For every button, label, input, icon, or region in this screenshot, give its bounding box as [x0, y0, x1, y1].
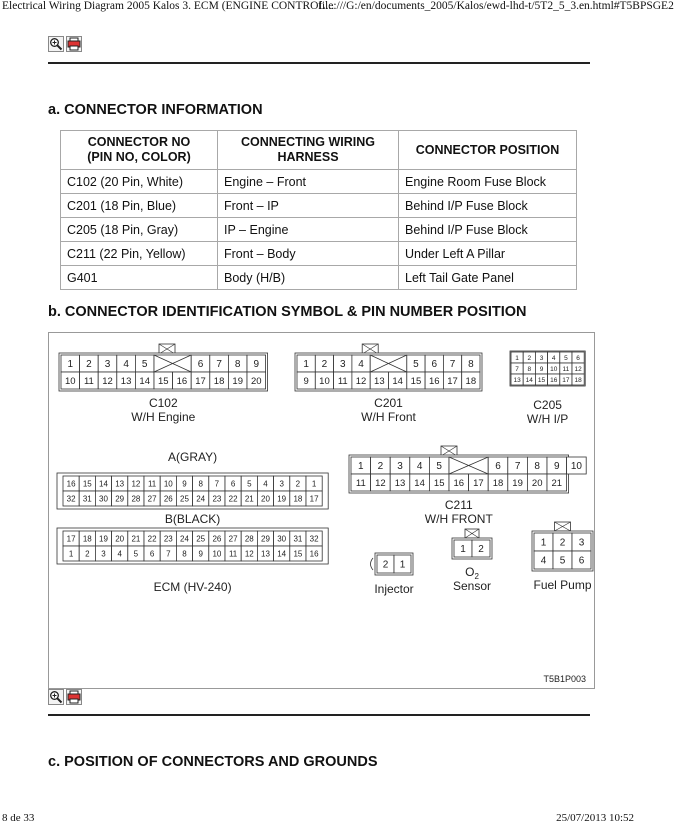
c102-name: C102 [148, 396, 178, 410]
pin-number: 5 [133, 549, 139, 559]
table-cell: Left Tail Gate Panel [399, 266, 577, 290]
pin-number: 6 [576, 354, 580, 362]
pin-number: 4 [263, 479, 268, 489]
pin-number: 25 [180, 494, 189, 504]
pin-number: 4 [358, 359, 364, 371]
pin-number: 13 [374, 375, 385, 387]
pin-number: 2 [478, 544, 484, 556]
pin-number: 1 [460, 544, 466, 556]
pin-number: 27 [147, 494, 157, 504]
pin-number: 28 [244, 534, 254, 544]
pin-number: 19 [232, 375, 243, 387]
table-cell: C201 (18 Pin, Blue) [61, 194, 218, 218]
pin-number: 11 [562, 365, 570, 373]
pin-number: 12 [244, 549, 254, 559]
pin-number: 1 [67, 359, 74, 371]
o2-name: $O_2$ [465, 565, 479, 581]
pin-number: 3 [539, 354, 544, 362]
pin-number: 18 [213, 375, 225, 387]
table-cell: Behind I/P Fuse Block [399, 218, 577, 242]
divider [48, 62, 590, 64]
pin-number: 11 [83, 375, 94, 387]
pin-number: 5 [247, 479, 252, 489]
pin-number: 21 [244, 494, 254, 504]
pin-number: 9 [182, 479, 187, 489]
pin-number: 8 [182, 549, 187, 559]
print-datetime: 25/07/2013 10:52 [556, 812, 634, 824]
pin-number: 3 [279, 479, 284, 489]
table-cell: Engine – Front [218, 170, 399, 194]
pin-number: 29 [261, 534, 270, 544]
pin-number: 15 [410, 375, 422, 387]
c211-name: C211 [444, 498, 473, 512]
pin-number: 21 [131, 534, 141, 544]
pin-number: 25 [196, 534, 206, 544]
pin-number: 11 [228, 549, 238, 559]
pin-number: 10 [570, 461, 582, 473]
pin-number: 7 [515, 365, 519, 373]
pin-number: 4 [123, 359, 129, 371]
pin-number: 15 [537, 376, 546, 384]
pin-number: 3 [339, 359, 346, 371]
pin-number: 16 [176, 375, 188, 387]
pin-number: 10 [212, 549, 222, 559]
c211-harness: W/H FRONT [424, 512, 493, 526]
pin-number: 3 [578, 537, 585, 549]
pin-number: 1 [68, 549, 74, 559]
page-header-url: file:///G:/en/documents_2005/Kalos/ewd-lhd-t/5T2_5_3.en.html#T5BPSGE2 [318, 0, 674, 12]
pin-number: 13 [513, 376, 521, 384]
pin-number: 11 [355, 477, 366, 489]
connector-information-table [60, 130, 577, 290]
connector-diagram-svg [49, 333, 594, 688]
pin-number: 9 [253, 359, 260, 371]
toolbar-bottom [48, 689, 82, 706]
pin-number: 31 [82, 494, 92, 504]
pin-number: 18 [82, 534, 92, 544]
injector-clip [371, 558, 374, 570]
pin-number: 17 [309, 494, 319, 504]
pin-number: 1 [515, 354, 519, 362]
header-line: CONNECTING WIRING HARNESS [240, 135, 376, 164]
pin-number: 19 [277, 494, 287, 504]
pin-number: 4 [540, 555, 547, 567]
pin-number: 16 [66, 479, 76, 489]
pin-number: 4 [551, 354, 556, 362]
pin-number: 2 [321, 359, 328, 371]
injector-name: Injector [374, 582, 414, 596]
pin-number: 12 [131, 479, 141, 489]
section-title-position-of-connectors: c. POSITION OF CONNECTORS AND GROUNDS [48, 754, 378, 770]
zoom-in-icon[interactable] [48, 36, 64, 52]
pin-number: 20 [251, 375, 262, 387]
pin-number: 9 [554, 461, 560, 473]
pin-number: 15 [293, 549, 303, 559]
table-header [399, 131, 577, 170]
pin-number: 10 [319, 375, 330, 387]
pin-number: 18 [492, 477, 504, 489]
pin-number: 2 [377, 461, 384, 473]
pin-number: 9 [539, 365, 544, 373]
pin-number: 1 [358, 461, 364, 473]
pin-number: 19 [99, 534, 108, 544]
pin-number: 6 [230, 479, 236, 489]
pin-number: 14 [277, 549, 287, 559]
pin-number: 7 [214, 479, 220, 489]
o2-sensor-label: Sensor [452, 579, 492, 593]
print-icon[interactable] [66, 689, 82, 705]
pin-number: 3 [104, 359, 111, 371]
c201-harness: W/H Front [361, 410, 416, 424]
pin-number: 23 [163, 534, 173, 544]
pin-number: 5 [141, 359, 148, 371]
pin-number: 2 [295, 479, 301, 489]
pin-number: 2 [559, 537, 566, 549]
pin-number: 23 [212, 494, 222, 504]
table-cell: Under Left A Pillar [399, 242, 577, 266]
pin-number: 2 [527, 354, 532, 362]
table-cell: C102 (20 Pin, White) [61, 170, 218, 194]
pin-number: 5 [564, 354, 568, 362]
pin-number: 3 [101, 549, 106, 559]
pin-number: 1 [311, 479, 317, 489]
pin-number: 8 [198, 479, 203, 489]
table-row [61, 218, 577, 242]
pin-number: 6 [197, 359, 204, 371]
pin-number: 2 [382, 559, 389, 571]
zoom-in-icon[interactable] [48, 689, 64, 705]
print-icon[interactable] [66, 36, 82, 52]
pin-number: 15 [82, 479, 92, 489]
pin-number: 4 [416, 461, 423, 473]
pin-number: 14 [392, 375, 403, 387]
pin-number: 9 [198, 549, 203, 559]
table-cell: G401 [61, 266, 218, 290]
pin-number: 7 [166, 549, 171, 559]
pin-number: 16 [453, 477, 465, 489]
pin-number: 14 [414, 477, 425, 489]
pin-number: 17 [66, 534, 76, 544]
pin-number: 8 [527, 365, 532, 373]
table-cell: C205 (18 Pin, Gray) [61, 218, 218, 242]
pin-number: 6 [431, 359, 438, 371]
diagram-code: T5B1P003 [543, 674, 586, 684]
pin-number: 7 [449, 359, 456, 371]
pin-number: 20 [115, 534, 125, 544]
table-header [218, 131, 399, 170]
pin-number: 7 [514, 461, 521, 473]
divider [48, 714, 590, 716]
pin-number: 16 [550, 376, 558, 384]
pin-number: 19 [512, 477, 523, 489]
pin-number: 26 [163, 494, 173, 504]
pin-number: 9 [303, 375, 309, 387]
pin-number: 16 [428, 375, 440, 387]
c205-harness: W/H I/P [526, 412, 569, 426]
pin-number: 21 [551, 477, 563, 489]
c201-name: C201 [374, 396, 403, 410]
pin-number: 30 [99, 494, 108, 504]
pin-number: 4 [117, 549, 122, 559]
pin-number: 10 [550, 365, 558, 373]
table-header [61, 131, 218, 170]
pin-number: 6 [578, 555, 585, 567]
pin-number: 29 [115, 494, 125, 504]
pin-number: 12 [355, 375, 367, 387]
pin-number: 17 [195, 375, 206, 387]
pin-number: 6 [149, 549, 155, 559]
page-number: 8 de 33 [2, 812, 35, 824]
section-title-connector-identification: b. CONNECTOR IDENTIFICATION SYMBOL & PIN NUMBER POSITION [48, 304, 527, 320]
pin-number: 3 [397, 461, 403, 473]
pin-number: 15 [158, 375, 169, 387]
table-row [61, 194, 577, 218]
pin-number: 10 [65, 375, 76, 387]
pin-number: 17 [447, 375, 458, 387]
pin-number: 5 [436, 461, 442, 473]
pin-number: 24 [180, 534, 189, 544]
pin-number: 12 [574, 365, 582, 373]
pin-number: 17 [562, 376, 570, 384]
pin-number: 31 [293, 534, 303, 544]
pin-number: 11 [337, 375, 348, 387]
pin-number: 1 [303, 359, 309, 371]
pin-number: 13 [261, 549, 270, 559]
pin-number: 15 [433, 477, 445, 489]
pin-number: 13 [394, 477, 406, 489]
pin-number: 18 [574, 376, 582, 384]
pin-number: 10 [163, 479, 173, 489]
table-cell: Front – Body [218, 242, 399, 266]
pin-number: 18 [465, 375, 477, 387]
pin-number: 22 [147, 534, 157, 544]
header-line: CONNECTOR NO (PIN NO, COLOR) [87, 135, 191, 164]
pin-number: 13 [120, 375, 132, 387]
pin-number: 1 [399, 559, 406, 571]
toolbar-top [48, 36, 82, 53]
pin-number: 13 [115, 479, 125, 489]
table-row [61, 242, 577, 266]
ecm-name: ECM (HV-240) [153, 580, 232, 594]
pin-number: 8 [468, 359, 474, 371]
pin-number: 18 [293, 494, 303, 504]
o2-subscript: 2 [474, 572, 479, 581]
pin-number: 8 [534, 461, 540, 473]
pin-number: 1 [540, 537, 547, 549]
pin-number: 16 [309, 549, 319, 559]
header-line: CONNECTOR POSITION [415, 142, 560, 157]
section-title-connector-information: a. CONNECTOR INFORMATION [48, 102, 263, 118]
pin-number: 5 [413, 359, 419, 371]
pin-number: 30 [277, 534, 287, 544]
page-header-title: Electrical Wiring Diagram 2005 Kalos 3. ECM (ENGINE CONTROL... [2, 0, 335, 12]
table-cell: C211 (22 Pin, Yellow) [61, 242, 218, 266]
pin-number: 7 [216, 359, 222, 371]
fuel-pump-name: Fuel Pump [533, 578, 592, 592]
ecm-b-label: B(BLACK) [164, 512, 221, 526]
pin-number: 5 [559, 555, 566, 567]
table-cell: IP – Engine [218, 218, 399, 242]
pin-number: 11 [147, 479, 157, 489]
table-cell: Body (H/B) [218, 266, 399, 290]
ecm-a-label: A(GRAY) [168, 450, 218, 464]
table-cell: Front – IP [218, 194, 399, 218]
table-cell: Engine Room Fuse Block [399, 170, 577, 194]
connector-pin-diagram [48, 332, 595, 689]
c102-harness: W/H Engine [131, 410, 196, 424]
pin-number: 32 [66, 494, 76, 504]
pin-number: 12 [102, 375, 113, 387]
pin-number: 20 [531, 477, 543, 489]
pin-number: 14 [99, 479, 108, 489]
pin-number: 28 [131, 494, 141, 504]
pin-number: 20 [261, 494, 270, 504]
pin-number: 14 [139, 375, 150, 387]
table-row [61, 266, 577, 290]
pin-number: 17 [473, 477, 484, 489]
table-cell: Behind I/P Fuse Block [399, 194, 577, 218]
pin-number: 27 [228, 534, 238, 544]
pin-number: 12 [375, 477, 386, 489]
table-row [61, 170, 577, 194]
pin-number: 26 [212, 534, 222, 544]
pin-number: 22 [228, 494, 238, 504]
pin-number: 32 [309, 534, 319, 544]
pin-number: 8 [234, 359, 241, 371]
c205-name: C205 [533, 398, 562, 412]
pin-number: 6 [495, 461, 501, 473]
pin-number: 14 [525, 376, 533, 384]
pin-number: 24 [196, 494, 206, 504]
pin-number: 2 [85, 549, 90, 559]
pin-number: 2 [86, 359, 92, 371]
